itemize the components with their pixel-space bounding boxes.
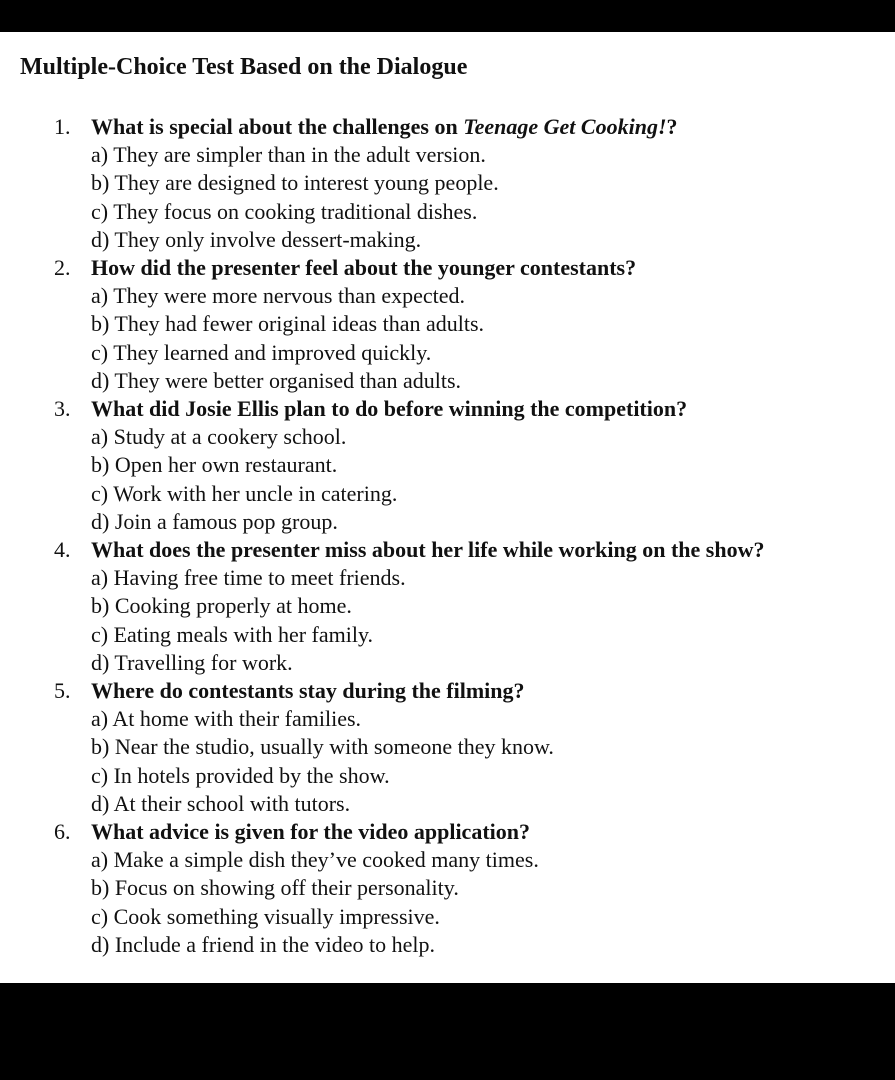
bottom-black-bar	[0, 983, 895, 1080]
answer-option: a) At home with their families.	[91, 706, 362, 732]
question-prompt	[0, 818, 764, 846]
document-title: Multiple-Choice Test Based on the Dialogue	[20, 54, 468, 80]
answer-options	[0, 423, 764, 536]
question-number: 6.	[54, 819, 71, 845]
answer-options	[0, 564, 764, 677]
answer-option: c) Eating meals with her family.	[91, 621, 374, 647]
question-item	[0, 395, 764, 536]
answer-options	[0, 282, 764, 395]
answer-option: d) Join a famous pop group.	[91, 508, 338, 534]
answer-option: b) Near the studio, usually with someone they know.	[91, 734, 554, 760]
question-item	[0, 677, 764, 818]
question-text: How did the presenter feel about the younger contestants?	[91, 255, 637, 281]
question-prompt	[0, 677, 764, 705]
question-number: 2.	[54, 255, 71, 281]
document-page	[0, 32, 895, 983]
answer-option: c) In hotels provided by the show.	[91, 762, 390, 788]
answer-option: a) They are simpler than in the adult version.	[91, 142, 486, 168]
question-number: 5.	[54, 678, 71, 704]
answer-option: b) Open her own restaurant.	[91, 452, 338, 478]
question-prompt	[0, 536, 764, 564]
answer-option: d) They only involve dessert-making.	[91, 226, 422, 252]
answer-options	[0, 141, 764, 254]
answer-options	[0, 705, 764, 818]
question-prompt	[0, 395, 764, 423]
question-item	[0, 536, 764, 677]
question-item	[0, 113, 764, 254]
question-text: What advice is given for the video application?	[91, 819, 530, 845]
show-title: Teenage Get Cooking!	[463, 114, 667, 139]
question-number: 3.	[54, 396, 71, 422]
question-text: What does the presenter miss about her life while working on the show?	[91, 537, 765, 563]
answer-option: a) Study at a cookery school.	[91, 424, 347, 450]
answer-option: d) At their school with tutors.	[91, 790, 351, 816]
answer-option: d) They were better organised than adults.	[91, 367, 462, 393]
answer-option: b) They are designed to interest young people.	[91, 170, 499, 196]
answer-option: b) They had fewer original ideas than adults.	[91, 311, 485, 337]
question-prompt	[0, 254, 764, 282]
question-text: Where do contestants stay during the filming?	[91, 678, 525, 704]
question-prompt	[0, 113, 764, 141]
question-text: What did Josie Ellis plan to do before winning the competition?	[91, 396, 688, 422]
answer-option: c) Cook something visually impressive.	[91, 903, 440, 929]
question-list	[0, 113, 764, 959]
question-number: 1.	[54, 114, 71, 139]
answer-option: b) Focus on showing off their personality.	[91, 875, 459, 901]
question-item	[0, 254, 764, 395]
top-black-bar	[0, 0, 895, 32]
answer-option: b) Cooking properly at home.	[91, 593, 352, 619]
question-text: What is special about the challenges on Teenage Get Cooking!?	[91, 114, 678, 139]
answer-option: c) Work with her uncle in catering.	[91, 480, 398, 506]
answer-options	[0, 846, 764, 959]
question-item	[0, 818, 764, 959]
answer-option: d) Travelling for work.	[91, 649, 293, 675]
answer-option: a) They were more nervous than expected.	[91, 283, 466, 309]
answer-option: a) Make a simple dish they’ve cooked many times.	[91, 847, 539, 873]
answer-option: a) Having free time to meet friends.	[91, 565, 406, 591]
answer-option: c) They focus on cooking traditional dishes.	[91, 198, 478, 224]
question-number: 4.	[54, 537, 71, 563]
answer-option: c) They learned and improved quickly.	[91, 339, 432, 365]
answer-option: d) Include a friend in the video to help.	[91, 931, 435, 957]
